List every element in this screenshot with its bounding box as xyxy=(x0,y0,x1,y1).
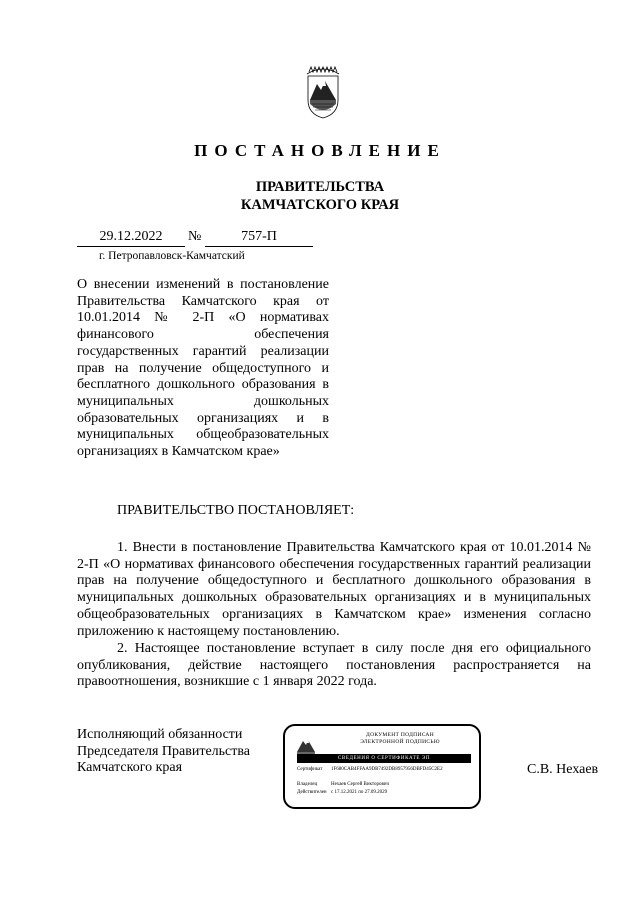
document-type-title: ПОСТАНОВЛЕНИЕ xyxy=(194,141,446,160)
government-line-1: ПРАВИТЕЛЬСТВА xyxy=(255,179,385,195)
document-subject: О внесении изменений в постановление Правительства Камчатского края от 10.01.2014 № 2-П «О нормативах финансового обеспечения государственных гарантий реализации прав на получение общедоступного и бесплатного дошкольного образования в муниципальных дошкольных образовательных организациях и в муниципальных общеобразовательных организациях в Камчатском крае» xyxy=(77,277,329,460)
signatory-line-2: Председателя Правительства xyxy=(77,743,251,759)
stamp-heading xyxy=(325,732,475,746)
stamp-owner-label: Владелец xyxy=(297,782,318,787)
resolution-heading: ПРАВИТЕЛЬСТВО ПОСТАНОВЛЯЕТ: xyxy=(117,503,355,518)
government-line-2: КАМЧАТСКОГО КРАЯ xyxy=(240,197,400,213)
stamp-certificate-label: Сертификат xyxy=(297,767,323,772)
stamp-validity-value: с 17.12.2021 по 27.09.2029 xyxy=(331,790,388,795)
stamp-owner-row xyxy=(297,782,463,788)
document-city: г. Петропавловск-Камчатский xyxy=(99,250,245,262)
stamp-validity-label: Действителен xyxy=(297,790,327,795)
paragraph-2: 2. Настоящее постановление вступает в силу после дня его официального опубликования, действие настоящего постановления распространяется на правоотношения, возникшие с 1 января 2022 года. xyxy=(77,641,591,690)
signatory-line-3: Камчатского края xyxy=(77,760,183,776)
document-number: 757-П xyxy=(205,229,313,247)
signatory-position xyxy=(77,727,250,777)
stamp-emblem-icon xyxy=(295,734,317,756)
signer-name: С.В. Нехаев xyxy=(527,762,599,777)
signatory-line-1: Исполняющий обязанности xyxy=(77,727,243,742)
paragraph-1: 1. Внести в постановление Правительства Камчатского края от 10.01.2014 № 2-П «О нормативах финансового обеспечения государственных гарантий реализации прав на получение общедоступного и бесплатного дошкольного образования в муниципальных дошкольных образовательных организациях и в муниципальных общеобразовательных организациях в Камчатском крае» изменения согласно приложению к настоящему постановлению. xyxy=(77,540,591,639)
stamp-certificate-bar: СВЕДЕНИЯ О СЕРТИФИКАТЕ ЭП xyxy=(297,754,471,763)
stamp-validity-row xyxy=(297,790,463,796)
stamp-owner-value: Нехаев Сергей Викторович xyxy=(331,782,390,787)
kamchatka-emblem-icon xyxy=(303,60,343,120)
government-title xyxy=(170,178,470,214)
stamp-certificate-row xyxy=(297,767,463,773)
electronic-signature-stamp xyxy=(283,724,481,809)
number-sign: № xyxy=(188,229,202,244)
stamp-heading-line-1: ДОКУМЕНТ ПОДПИСАН xyxy=(366,732,434,738)
stamp-certificate-value: 1F680CAB4FFAA9DB7492DB8957956DBFD45C2E2 xyxy=(331,767,443,772)
stamp-heading-line-2: ЭЛЕКТРОННОЙ ПОДПИСЬЮ xyxy=(360,739,440,745)
document-date: 29.12.2022 xyxy=(77,229,185,247)
